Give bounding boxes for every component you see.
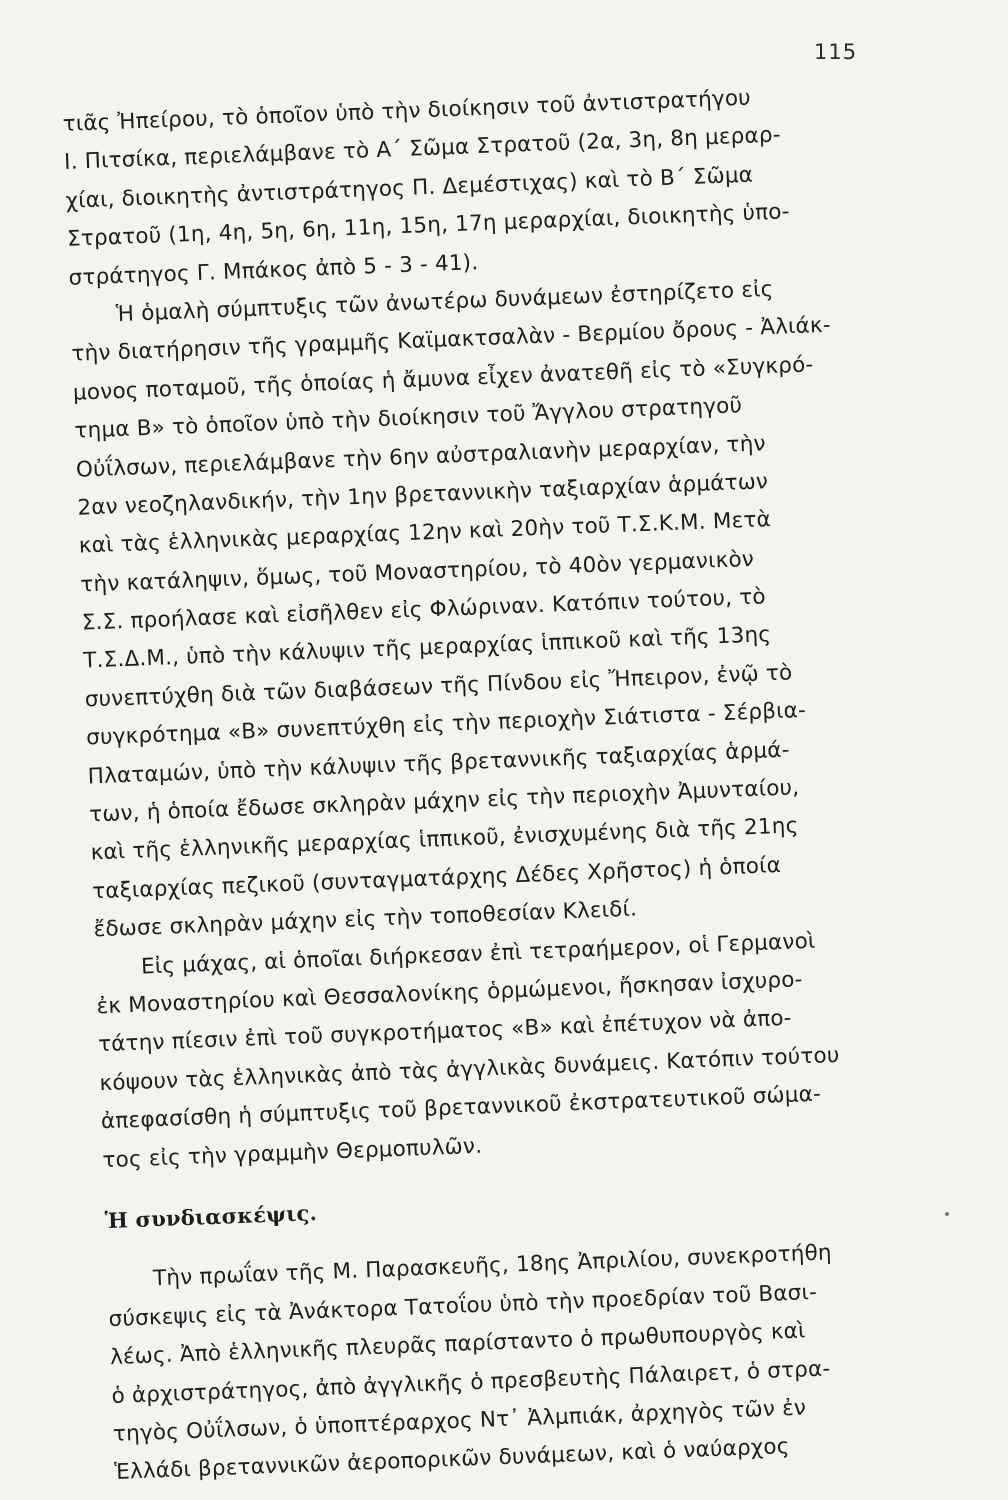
text-line: τημα Β» τὸ ὁποῖον ὑπὸ τὴν διοίκησιν τοῦ Ἄγγλου στρατηγοῦ — [74, 393, 743, 444]
text-line: Στρατοῦ (1η, 4η, 5η, 6η, 11η, 15η, 17η μεραρχίαι, διοικητὴς ὑπο- — [66, 199, 791, 253]
text-line: κόψουν τὰς ἑλληνικὰς ἀπὸ τὰς ἀγγλικὰς δυνάμεις. Κατόπιν τούτου — [99, 1042, 840, 1097]
text-line: Ἑλλάδι βρεταννικῶν ἀεροπορικῶν δυνάμεων, καὶ ὁ ναύαρχος — [114, 1434, 791, 1486]
text-line: Τὴν πρωΐαν τῆς Μ. Παρασκευῆς, 18ης Ἀπριλίου, συνεκροτήθη — [152, 1240, 833, 1292]
text-line: ταξιαρχίας πεζικοῦ (συνταγματάρχης Δέδες Χρῆστος) ἡ ὁποία — [91, 852, 782, 905]
text-line: λέως. Ἀπὸ ἑλληνικῆς πλευρᾶς παρίσταντο ὁ πρωθυπουργὸς καὶ — [109, 1318, 807, 1371]
text-line: καὶ τῆς ἑλληνικῆς μεραρχίας ἱππικοῦ, ἐνισχυμένης διὰ τῆς 21ης — [90, 813, 799, 866]
text-line: Ἡ ὁμαλὴ σύμπτυξις τῶν ἀνωτέρω δυνάμεων ἐστηρίζετο εἰς — [115, 276, 774, 328]
page-number: 115 — [814, 40, 858, 64]
text-line: τηγὸς Οὐΐλσων, ὁ ὑποπτέραρχος Ντ᾽ Ἀλμπιάκ, ἀρχηγὸς τῶν ἐν — [112, 1395, 807, 1447]
text-line: ἔδωσε σκληρὰν μάχην εἰς τὴν τοποθεσίαν Κλειδί. — [93, 896, 638, 943]
text-line: τος εἰς τὴν γραμμὴν Θερμοπυλῶν. — [102, 1133, 483, 1173]
text-line: Εἰς μάχας, αἱ ὁποῖαι διήρκεσαν ἐπὶ τετραήμερον, οἱ Γερμανοὶ — [140, 928, 816, 980]
body-text — [62, 73, 965, 1492]
text-line: ἀπεφασίσθη ἡ σύμπτυξις τοῦ βρεταννικοῦ ἐκστρατευτικοῦ σώμα- — [100, 1081, 822, 1135]
text-line: Τ.Σ.Δ.Μ., ὑπὸ τὴν κάλυψιν τῆς μεραρχίας ἱππικοῦ καὶ τῆς 13ης — [82, 622, 772, 675]
text-line: τάτην πίεσιν ἐπὶ τοῦ συγκροτήματος «Β» καὶ ἐπέτυχον νὰ ἀπο- — [97, 1006, 793, 1058]
text-line: συγκρότημα «Β» συνεπτύχθη εἰς τὴν περιοχὴν Σιάτιστα - Σέρβια- — [85, 698, 807, 751]
text-line: Οὐΐλσων, περιελάμβανε τὴν 6ην αὐστραλιανὴν μεραρχίαν, τὴν — [75, 430, 767, 483]
text-line: τὴν κατάληψιν, ὅμως, τοῦ Μοναστηρίου, τὸ 40ὸν γερμανικὸν — [79, 546, 755, 598]
text-line: Σ.Σ. προήλασε καὶ εἰσῆλθεν εἰς Φλώριναν. Κατόπιν τούτου, τὸ — [81, 584, 767, 636]
text-line: 2αν νεοζηλανδικήν, τὴν 1ην βρεταννικὴν ταξιαρχίαν ἁρμάτων — [76, 469, 769, 521]
text-line: χίαι, διοικητὴς ἀντιστράτηγος Π. Δεμέστιχας) καὶ τὸ Β΄ Σῶμα — [65, 162, 754, 214]
ink-speck — [945, 1212, 949, 1216]
text-line: συνεπτύχθη διὰ τῶν διαβάσεων τῆς Πίνδου εἰς Ἤπειρον, ἐνῷ τὸ — [84, 660, 793, 713]
text-line: ὁ ἀρχιστράτηγος, ἀπὸ ἀγγλικῆς ὁ πρεσβευτὴς Πάλαιρετ, ὁ στρα- — [111, 1355, 831, 1409]
text-line: τιᾶς Ἠπείρου, τὸ ὁποῖον ὑπὸ τὴν διοίκησιν τοῦ ἀντιστρατήγου — [62, 85, 752, 137]
text-line: ἐκ Μοναστηρίου καὶ Θεσσαλονίκης ὁρμώμενοι, ἤσκησαν ἰσχυρο- — [96, 967, 803, 1020]
text-line: στράτηγος Γ. Μπάκος ἀπὸ 5 - 3 - 41). — [68, 249, 479, 291]
text-line: τὴν διατήρησιν τῆς γραμμῆς Καϊμακτσαλὰν - Βερμίου ὄρους - Ἀλιάκ- — [71, 313, 832, 368]
text-line: των, ἡ ὁποία ἔδωσε σκληρὰν μάχην εἰς τὴν περιοχὴν Ἀμυνταίου, — [88, 775, 800, 828]
text-line: καὶ τὰς ἑλληνικὰς μεραρχίας 12ην καὶ 20ὴν τοῦ Τ.Σ.Κ.Μ. Μετὰ — [78, 507, 772, 559]
text-line: μονος ποταμοῦ, τῆς ὁποίας ἡ ἄμυνα εἶχεν ἀνατεθῆ εἰς τὸ «Συγκρό- — [72, 352, 814, 406]
text-line: Πλαταμών, ὑπὸ τὴν κάλυψιν τῆς βρεταννικῆς ταξιαρχίας ἁρμά- — [87, 737, 791, 790]
text-line: σύσκεψις εἰς τὰ Ἀνάκτορα Τατοΐου ὑπὸ τὴν προεδρίαν τοῦ Βασι- — [108, 1279, 818, 1332]
text-line: Ι. Πιτσίκα, περιελάμβανε τὸ Α΄ Σῶμα Στρατοῦ (2α, 3η, 8η μεραρ- — [63, 122, 782, 176]
section-heading: Ἡ συνδιασκέψις. — [104, 1199, 318, 1234]
